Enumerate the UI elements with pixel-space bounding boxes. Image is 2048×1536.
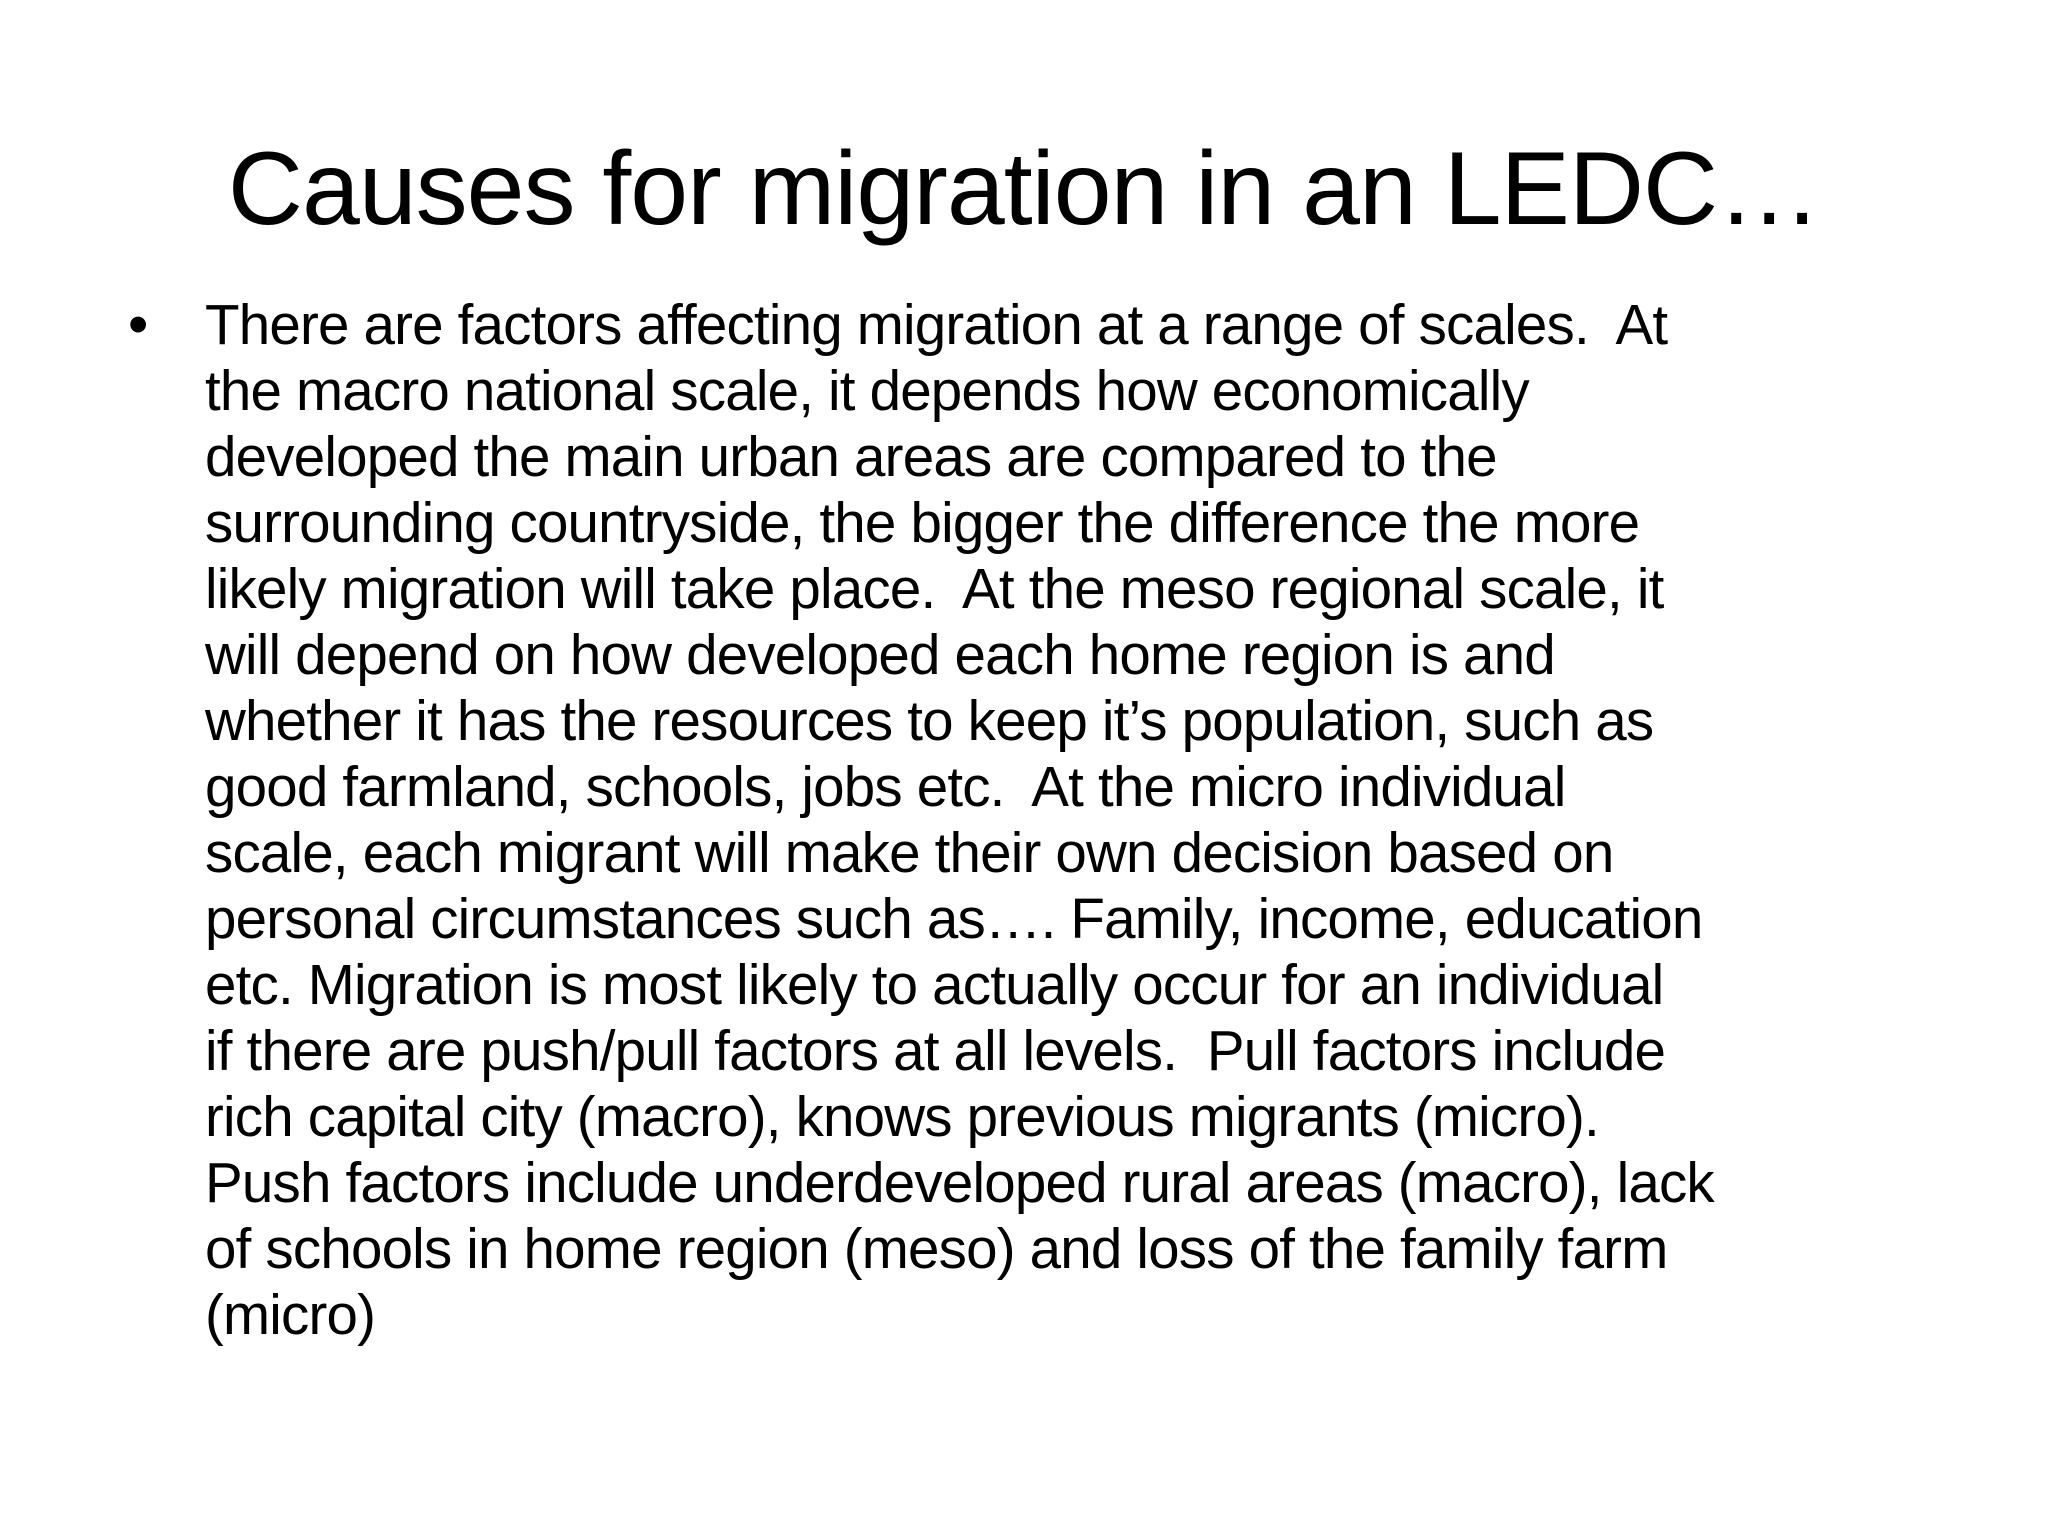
- bullet-line: of schools in home region (meso) and loss of the family farm: [205, 1217, 1668, 1280]
- bullet-line: will depend on how developed each home region is and: [205, 623, 1555, 686]
- bullet-line: etc. Migration is most likely to actually occur for an individual: [205, 953, 1664, 1016]
- bullet-item: [128, 292, 1948, 1348]
- bullet-line: good farmland, schools, jobs etc. At the micro individual: [205, 755, 1566, 818]
- bullet-line: (micro): [205, 1283, 376, 1346]
- bullet-line: Push factors include underdeveloped rural areas (macro), lack: [205, 1151, 1714, 1214]
- slide-title: Causes for migration in an LEDC…: [227, 131, 1821, 247]
- bullet-line: likely migration will take place. At the meso regional scale, it: [205, 557, 1664, 620]
- bullet-line: rich capital city (macro), knows previous migrants (micro).: [205, 1085, 1599, 1148]
- bullet-paragraph: [205, 292, 1948, 1348]
- bullet-line: developed the main urban areas are compared to the: [205, 425, 1497, 488]
- bullet-line: the macro national scale, it depends how economically: [205, 359, 1529, 422]
- bullet-line: surrounding countryside, the bigger the difference the more: [205, 491, 1640, 554]
- bullet-line: scale, each migrant will make their own decision based on: [205, 821, 1614, 884]
- bullet-dot-icon: •: [128, 292, 149, 357]
- bullet-line: personal circumstances such as…. Family, income, education: [205, 887, 1703, 950]
- bullet-line: whether it has the resources to keep it’s population, such as: [205, 689, 1654, 752]
- slide-body: [128, 292, 1948, 1348]
- bullet-line: There are factors affecting migration at a range of scales. At: [205, 293, 1668, 356]
- bullet-line: if there are push/pull factors at all levels. Pull factors include: [205, 1019, 1666, 1082]
